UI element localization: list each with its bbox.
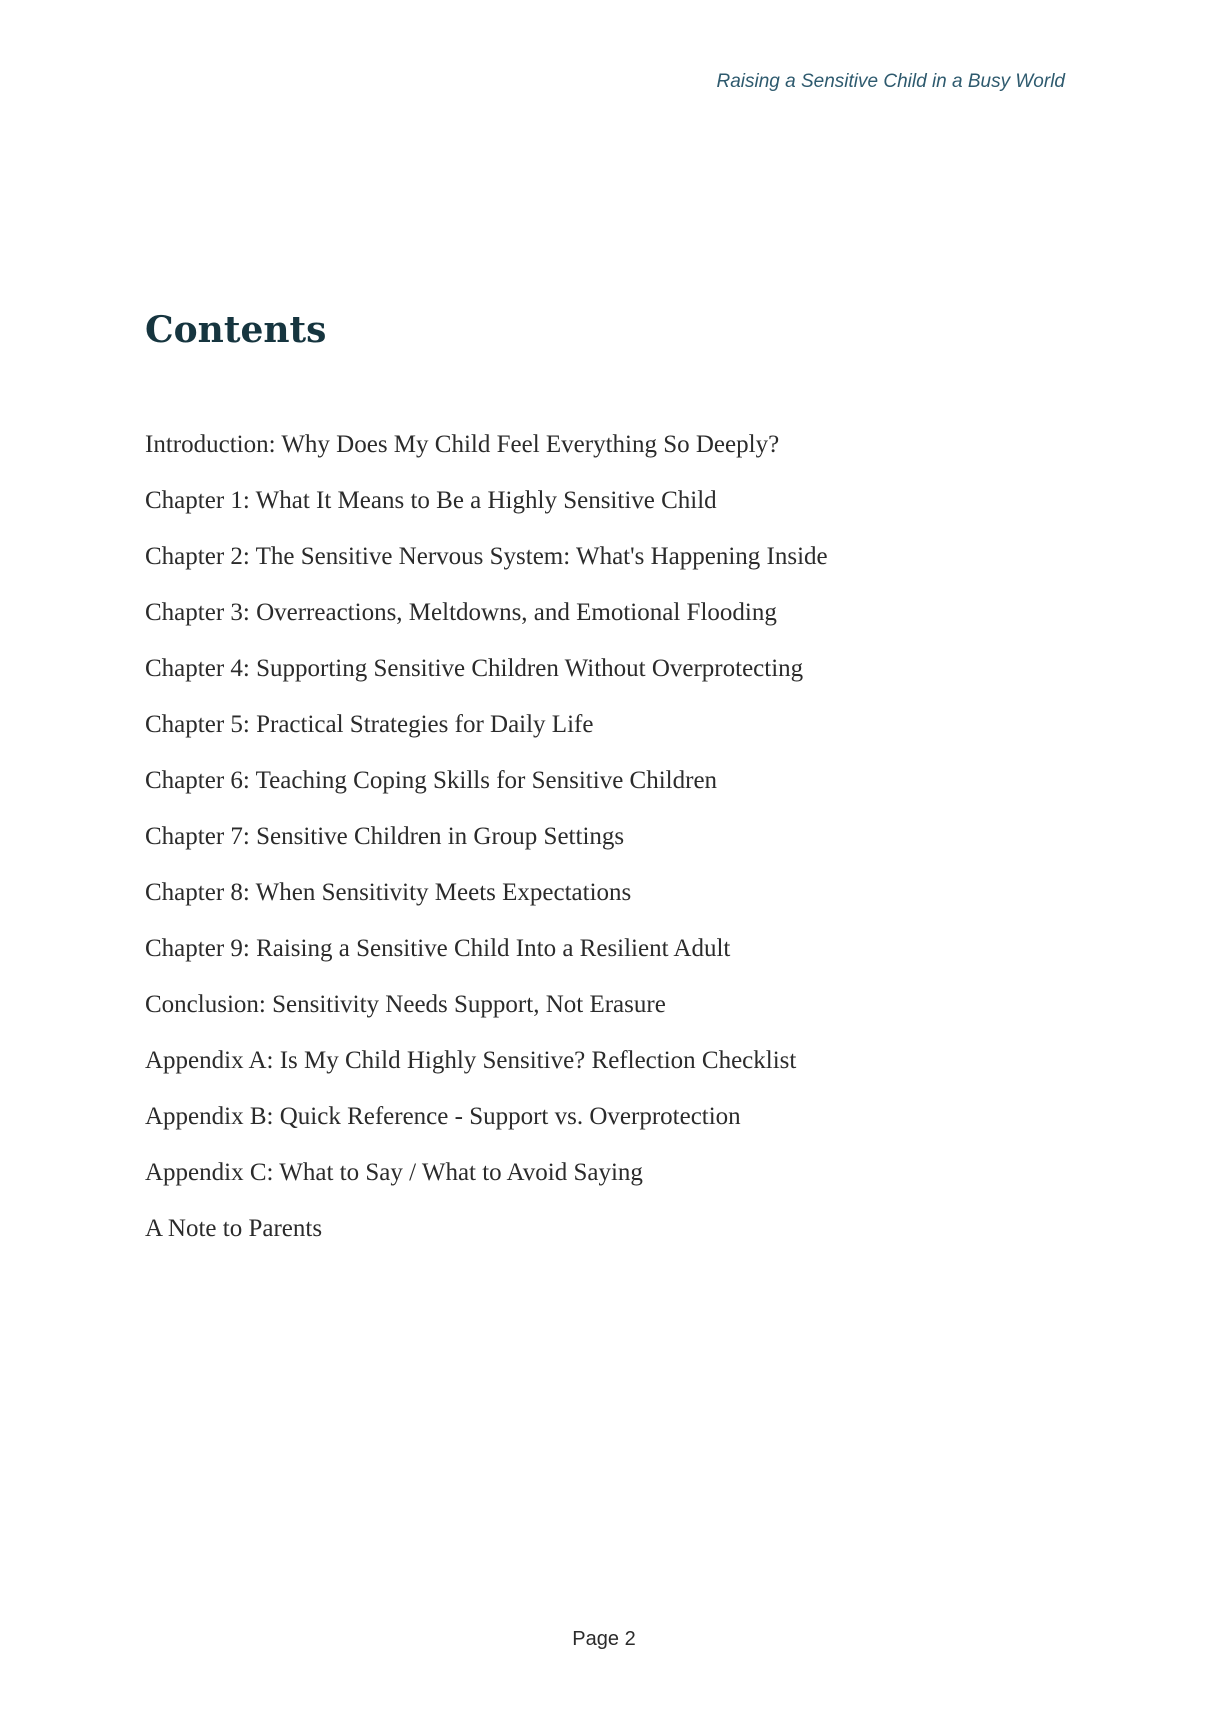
toc-entry-chapter-2[interactable]: Chapter 2: The Sensitive Nervous System: What's Happening Inside xyxy=(145,543,828,570)
toc-entry-chapter-9[interactable]: Chapter 9: Raising a Sensitive Child Into a Resilient Adult xyxy=(145,935,731,962)
toc-entry-chapter-6[interactable]: Chapter 6: Teaching Coping Skills for Sensitive Children xyxy=(145,767,718,794)
toc-entry-chapter-5[interactable]: Chapter 5: Practical Strategies for Daily Life xyxy=(145,711,594,738)
toc-entry-chapter-8[interactable]: Chapter 8: When Sensitivity Meets Expectations xyxy=(145,879,632,906)
toc-entry-appendix-a[interactable]: Appendix A: Is My Child Highly Sensitive? Reflection Checklist xyxy=(145,1047,797,1074)
toc-entry-chapter-7[interactable]: Chapter 7: Sensitive Children in Group Settings xyxy=(145,823,625,850)
toc-entry-chapter-4[interactable]: Chapter 4: Supporting Sensitive Children Without Overprotecting xyxy=(145,655,804,682)
toc-entry-chapter-3[interactable]: Chapter 3: Overreactions, Meltdowns, and Emotional Flooding xyxy=(145,599,777,626)
running-header: Raising a Sensitive Child in a Busy World xyxy=(716,71,1065,92)
toc-entry-introduction[interactable]: Introduction: Why Does My Child Feel Everything So Deeply? xyxy=(145,431,780,458)
toc-entry-appendix-b[interactable]: Appendix B: Quick Reference - Support vs. Overprotection xyxy=(145,1103,741,1130)
toc-entry-conclusion[interactable]: Conclusion: Sensitivity Needs Support, Not Erasure xyxy=(145,991,666,1018)
toc-entry-note-to-parents[interactable]: A Note to Parents xyxy=(145,1215,323,1242)
toc-entry-appendix-c[interactable]: Appendix C: What to Say / What to Avoid Saying xyxy=(145,1159,643,1186)
page-number: Page 2 xyxy=(572,1628,636,1650)
contents-heading: Contents xyxy=(145,309,327,351)
table-of-contents xyxy=(145,430,828,1270)
toc-entry-chapter-1[interactable]: Chapter 1: What It Means to Be a Highly Sensitive Child xyxy=(145,487,717,514)
